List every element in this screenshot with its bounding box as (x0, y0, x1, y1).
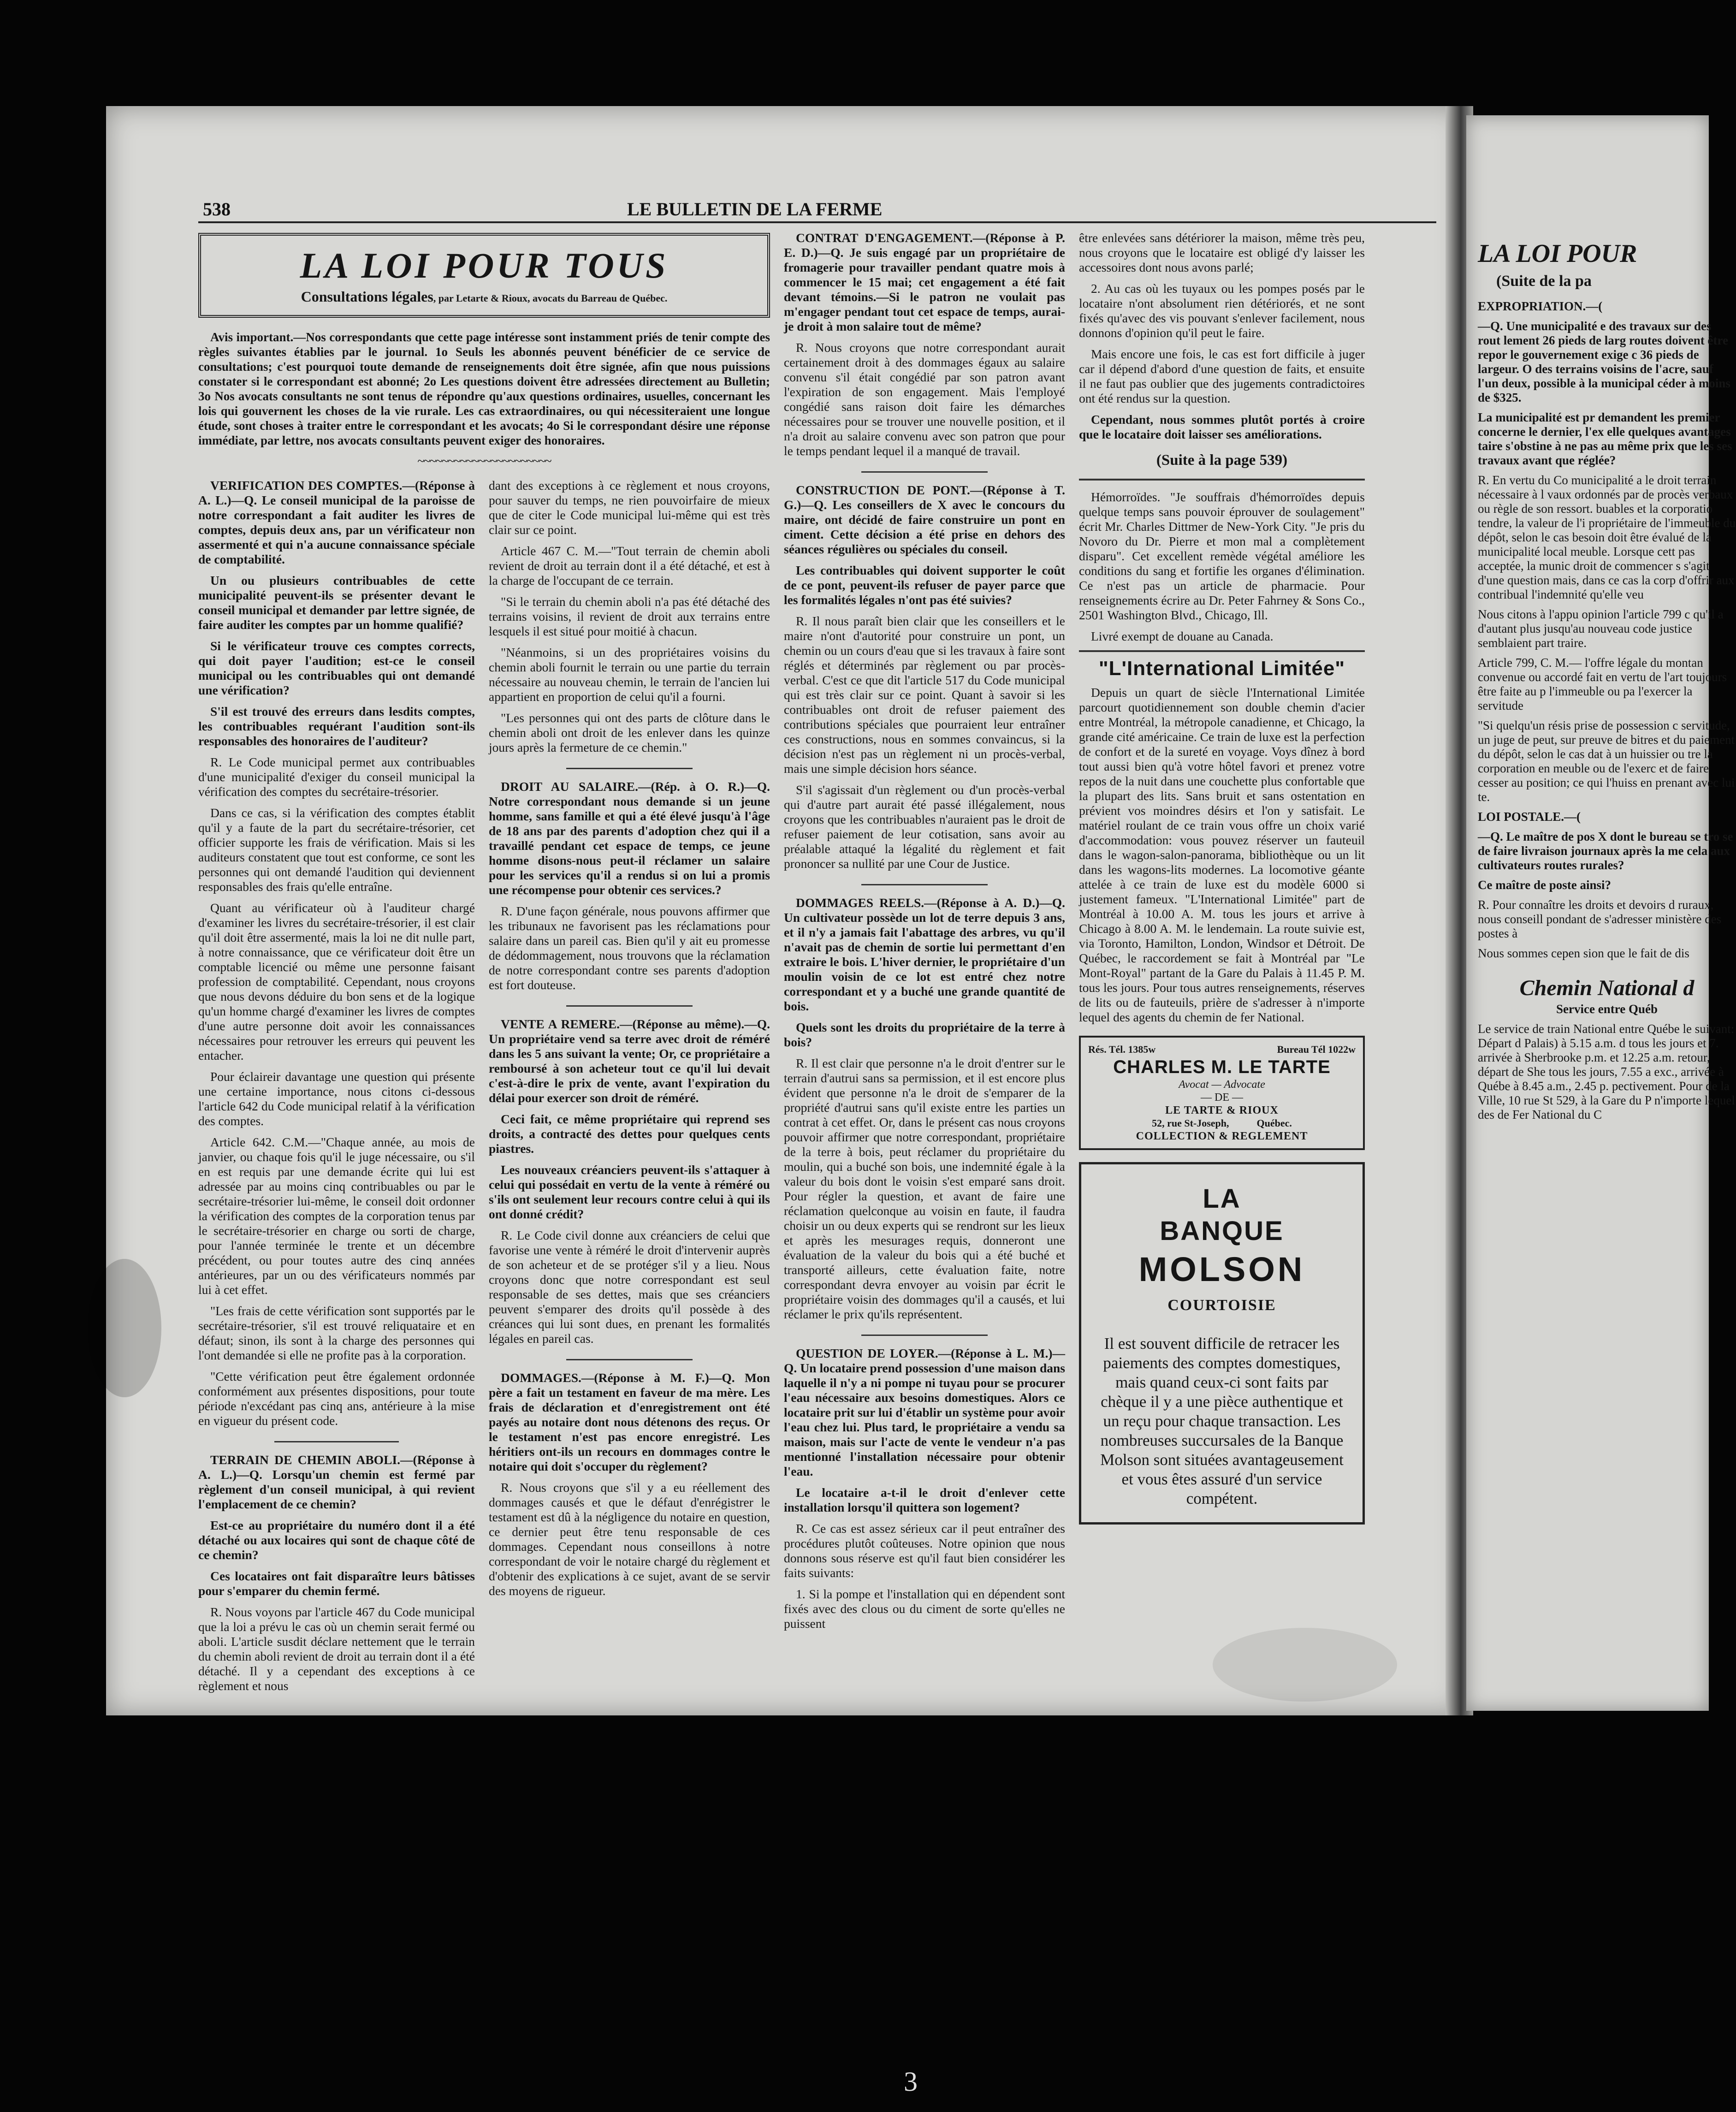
divider (861, 884, 988, 885)
article-paragraph: Article 799, C. M.— l'offre légale du montan convenue ou accordé fait en vertu de l'art toujours être faite au p l'immeuble ou pa l'exercer la servitude (1478, 656, 1727, 712)
card-name: CHARLES M. LE TARTE (1113, 1057, 1331, 1077)
section-title: LA LOI POUR TOUS (300, 245, 669, 285)
ornament-divider: ~~~~~~~~~~~~~~~~~~~~~~ (417, 454, 551, 469)
article-paragraph: R. Il nous paraît bien clair que les conseillers et le maire n'ont d'autorité pour construire un pont, un chemin ou un cours d'eau que si les travaux à faire sont réglés et déterminés par règlement ou par procès-verbal. C'est ce que dit l'article 517 du Code municipal qui est très clair sur ce point. Quant à savoir si les contribuables ont droit de refuser paiement des contributions spéciales que pourraient leur entraîner ces constructions, nous en sommes convaincus, si la décision n'est pas un règlement ni un procès-verbal, mais une simple décision hors séance. (784, 614, 1065, 776)
article-paragraph: Quels sont les droits du propriétaire de la terre à bois? (784, 1020, 1065, 1049)
header-rule (198, 221, 1436, 223)
divider (566, 1359, 693, 1360)
article-paragraph: Dans ce cas, si la vérification des comptes établit qu'il y a faute de la part du secrétaire-trésorier, cet officier supporte les frais de vérification. Mais si les auditeurs constatent que tout est conforme, ce sont les personnes qui ont demandé l'audition qui deviennent responsables des frais qu'elle entraîne. (198, 806, 475, 894)
column-2 (489, 478, 770, 1700)
section-subtitle: Consultations légales, par Letarte & Rioux, avocats du Barreau de Québec. (301, 288, 668, 305)
article-paragraph: Ces locataires ont fait disparaître leurs bâtisses pour s'emparer du chemin fermé. (198, 1569, 475, 1598)
article-paragraph: VERIFICATION DES COMPTES.—(Réponse à A. L.)—Q. Le conseil municipal de la paroisse de notre correspondant a fait auditer les livres de comptes, depuis deux ans, par un vérificateur non assermenté et qui n'a aucune connaissance spéciale de comptabilité. (198, 478, 475, 566)
article-paragraph: Pour éclaireir davantage une question qui présente une certaine importance, nous citons ci-dessous l'article 642 du Code municipal relatif à la vérification des comptes. (198, 1069, 475, 1128)
article-paragraph: —Q. Une municipalité e des travaux sur des rout lement 26 pieds de larg routes doivent être repor le gouvernement exige c 36 pieds de largeur. O des terrains voisins de l'acre, sauf l'un deux, possible à la municipal céder à moins de $325. (1478, 319, 1730, 404)
paper-stain (88, 1259, 161, 1397)
article-paragraph: R. En vertu du Co municipalité a le droit terrain nécessaire à l vaux ordonnés par de procès verbaux ou règle de son ressort. buables et la corporatio tendre, la valeur de l'i propriétaire de l'immeuble du dépôt, selon le cas besoin doit être évalué de la municipalité local meuble. Lorsque cett pas acceptée, la munic droit de commencer s s'agit d'une question mais, dans ce cas la corp d'offrir aux contribual l'indemnité qu'elle veu (1478, 473, 1736, 601)
section-title-box (198, 233, 770, 318)
article-paragraph: La municipalité est pr demandent les premier concerne le dernier, l'ex elle quelques avantages taire s'obstine à ne pas au même prix que les ses travaux avant que réglée? (1478, 410, 1732, 467)
divider (861, 1335, 988, 1336)
article-paragraph: Les contribuables qui doivent supporter le coût de ce pont, peuvent-ils refuser de payer parce que les formalités légales n'ont pas été suivies? (784, 563, 1065, 607)
article-paragraph: CONTRAT D'ENGAGEMENT.—(Réponse à P. E. D.)—Q. Je suis engagé par un propriétaire de fromagerie pour travailler pendant quatre mois à commencer le 15 mai; cet engagement a été fait devant témoins.—Si le patron ne voulait pas m'engager pendant tout cet espace de temps, aurai-je droit à mon salaire tout de même? (784, 231, 1065, 333)
article-paragraph: Le locataire a-t-il le droit d'enlever cette installation lorsqu'il quittera son logement? (784, 1485, 1065, 1514)
article-paragraph: R. Nous croyons que s'il y a eu réellement des dommages causés et que le défaut d'enrégistrer le testament est dû à la négligence du notaire en question, ce dernier peut être tenu responsable de ces dommages. Cependant nous conseillons à notre correspondant de voir le notaire chargé du règlement et d'obtenir des explications à ce sujet, avant de se servir des moyens de rigueur. (489, 1480, 770, 1598)
article-paragraph: R. Le Code civil donne aux créanciers de celui que favorise une vente à réméré le droit d'intervenir auprès de son acheteur et de se protéger s'il y a lieu. Nous croyons donc que notre correspondant est seul responsable de ses dettes, mais que ses créanciers peuvent s'emparer des droits qu'il possède à des créances qui lui sont dues, en prenant les formalités légales en pareil cas. (489, 1228, 770, 1346)
railway-ad-title: Chemin National d (1519, 976, 1695, 1000)
article-paragraph: 2. Au cas où les tuyaux ou les pompes posés par le locataire n'ont absolument rien détériorés, et ne sont fixés qu'avec des vis pouvant s'enlever facilement, nous donnons d'opinion qu'il peut le faire. (1079, 281, 1365, 340)
card-address: 52, rue St-Joseph, (1152, 1117, 1229, 1129)
divider (1079, 479, 1365, 481)
article-paragraph: R. Nous voyons par l'article 467 du Code municipal que la loi a prévu le cas où un chemin serait fermé ou aboli. L'article susdit déclare nettement que le terrain du chemin aboli revient de droit au terrain dont il a été détaché. Il y a cependant des exceptions à ce règlement et nous (198, 1605, 475, 1693)
publication-title: LE BULLETIN DE LA FERME (627, 199, 883, 220)
bank-name: MOLSON (1138, 1250, 1305, 1288)
ad-paragraph: Livré exempt de douane au Canada. (1091, 629, 1274, 643)
bank-text: Il est souvent difficile de retracer les paiements des comptes domestiques, mais quand ceux-ci sont faits par chèque il y a une pièce authentique et un reçu pour chaque transaction. Les nombreuses succursales de la Banque Molson sont situées avantageusement et vous êtes assuré d'un service compétent. (1100, 1335, 1344, 1507)
card-address-row (1088, 1117, 1356, 1130)
page-mark: 3 (904, 2066, 918, 2097)
bank-banque: BANQUE (1160, 1216, 1284, 1246)
card-firm: LE TARTE & RIOUX (1165, 1104, 1279, 1116)
article-paragraph: EXPROPRIATION.—( (1478, 299, 1603, 313)
article-paragraph: Le service de train National entre Québe le suivant: Départ d Palais) à 5.15 a.m. d tous les jours et 7. arrivée à Sherbrooke p.m. et 12.25 a.m. retour, départ de She tous les jours, 7.55 a exc., arrivée à Québe à 8.45 a.m., 2.45 p. pectivement. Pour de la Ville, 10 rue St 529, à la Gare du P n'importe lequel des de Fer National du C (1478, 1022, 1735, 1121)
subtitle-byline: , par Letarte & Rioux, avocats du Barreau de Québec. (433, 292, 668, 304)
divider (274, 1441, 399, 1442)
railway-service: Service entre Québ (1556, 1002, 1658, 1016)
article-paragraph: "Les personnes qui ont des parts de clôture dans le chemin aboli ont droit de les enlever dans les quinze jours après la fermeture de ce chemin." (489, 711, 770, 754)
paper-stain (1213, 1628, 1397, 1702)
article-paragraph: "Les frais de cette vérification sont supportés par le secrétaire-trésorier, s'il est trouvé reliquataire et en défaut; sinon, ils sont à la charge des personnes qui l'ont demandée si elle ne profite pas à la corporation. (198, 1304, 475, 1362)
article-paragraph: Quant au vérificateur où à l'auditeur chargé d'examiner les livres du secrétaire-trésorier, il est clair qu'il doit être assermenté, mais la loi ne dit nulle part, à notre connaissance, que ce vérificateur doit être un comptable licencié ou même une personne faisant profession de comptabilité. Cependant, nous croyons que nous devons déduire du bon sens et de la logique qu'un homme chargé d'examiner les livres de comptes d'une autre personne doit avoir les connaissances nécessaires pour retrouver les erreurs qui peuvent les entacher. (198, 901, 475, 1062)
phone-residence: Rés. Tél. 1385w (1088, 1044, 1156, 1055)
article-paragraph: R. Il est clair que personne n'a le droit d'entrer sur le terrain d'autrui sans sa permission, et il est encore plus évident que personne n'a le droit de s'emparer de la propriété d'autrui sans qu'il existe entre les parties un contrat à cet effet. Or, dans le présent cas nous croyons pouvoir affirmer que notre correspondant, propriétaire de la terre à bois, peut réclamer du propriétaire du moulin, qui a buché son bois, une indemnité égale à la valeur du bois dont le voisin s'est emparé sans droit. Pour régler la question, et avant de faire une réclamation quelconque au voisin en faute, il faudra choisir un ou deux experts qui se rendront sur les lieux et après les mesurages requis, donneront une évaluation de la valeur du bois qui a été buché et transporté ailleurs, cette évaluation faite, notre correspondant devra envoyer au voisin par écrit le propriétaire voisin des dommages qu'il a causés, et lui réclamer le prix qu'ils représentent. (784, 1056, 1065, 1321)
article-paragraph: être enlevées sans détériorer la maison, même très peu, nous croyons que le locataire est obligé d'y laisser les accessoires dont nous avons parlé; (1079, 231, 1365, 274)
important-notice: Avis important.—Nos correspondants que cette page intéresse sont instamment priés de tenir compte des règles suivantes établies par le journal. 1o Seuls les abonnés peuvent bénéficier de ce service de consultations; c'est pourquoi toute demande de renseignements doit être signée, afin que nous puissions constater si le correspondant est abonné; 2o Les questions doivent être adressées directement au Bulletin; 3o Nos avocats consultants ne sont tenus de répondre qu'aux questions ordinaires, usuelles, concernant les lois qui gouvernent les choses de la vie rurale. Les cas extraordinaires, ou qui nécessiteraient une longue étude, sont choses à traiter entre le correspondant et les avocats; 4o Si le correspondant désire une réponse immédiate, par lettre, nos avocats consultants peuvent exiger des honoraires. (198, 330, 770, 447)
article-paragraph: Un ou plusieurs contribuables de cette municipalité peuvent-ils se présenter devant le conseil municipal et demander par lettre signée, de faire auditer les comptes par un homme qualifié? (198, 573, 475, 632)
column-1-body (198, 478, 770, 1700)
divider (1079, 650, 1365, 652)
card-collection: COLLECTION & REGLEMENT (1136, 1130, 1308, 1142)
card-role: Avocat — Advocate (1179, 1079, 1265, 1091)
article-paragraph: Nous citons à l'appu opinion l'article 799 c qu'il a d'autant plus jusqu'au nouveau code justice semblaient part traire. (1478, 607, 1724, 650)
article-paragraph: Cependant, nous sommes plutôt portés à croire que le locataire doit laisser ses améliorations. (1079, 412, 1365, 441)
article-paragraph: Si le vérificateur trouve ces comptes corrects, qui doit payer l'audition; est-ce le conseil municipal ou les contribuables qui ont demandé une vérification? (198, 639, 475, 697)
article-paragraph: VENTE A REMERE.—(Réponse au même).—Q. Un propriétaire vend sa terre avec droit de réméré dans les 5 ans suivant la vente; Or, ce propriétaire a remboursé à son acheteur tout ce qu'il lui devait c'est-à-dire le prix de vente, avant l'expiration du délai pour exercer son droit de réméré. (489, 1017, 770, 1105)
article-paragraph: Les nouveaux créanciers peuvent-ils s'attaquer à celui qui possédait en vertu de la vente à réméré ou s'ils ont seulement leur recours contre celui à qui ils ont donné crédit? (489, 1163, 770, 1221)
bank-tagline: COURTOISIE (1167, 1297, 1276, 1314)
article-paragraph: TERRAIN DE CHEMIN ABOLI.—(Réponse à A. L.)—Q. Lorsqu'un chemin est fermé par règlement d'un conseil municipal, à qui revient l'emplacement de ce chemin? (198, 1453, 475, 1511)
business-card-ad (1079, 1036, 1365, 1150)
next-page-column (1478, 240, 1736, 1127)
article-paragraph: R. Le Code municipal permet aux contribuables d'une municipalité d'exiger du conseil municipal la vérification des comptes du secrétaire-trésorier. (198, 755, 475, 799)
card-city: Québec. (1256, 1117, 1292, 1129)
bank-ad (1079, 1162, 1365, 1525)
article-paragraph: CONSTRUCTION DE PONT.—(Réponse à T. G.)—Q. Les conseillers de X avec le concours du maire, ont décidé de faire construire un pont en ciment. Cette décision a été prise en dehors des séances régulières ou spéciales du conseil. (784, 483, 1065, 556)
article-paragraph: "Néanmoins, si un des propriétaires voisins du chemin aboli fournit le terrain ou une partie du terrain nécessaire au nouveau chemin, le terrain de l'ancien lui appartient en proportion de celui qu'il a fourni. (489, 645, 770, 704)
article-paragraph: "Si quelqu'un résis prise de possession c servitude, un juge de peut, sur preuve de bitres et du paiement du dépôt, selon le cas dat à un huissier ou tre la corporation en meuble ou de l'exerc et de faire cesser au position; ce qui l'huiss en prenant avec lui te. (1478, 718, 1735, 804)
article-paragraph: Est-ce au propriétaire du numéro dont il a été détaché ou aux locaires qui sont de chaque côté de ce chemin? (198, 1518, 475, 1562)
article-paragraph: R. Nous croyons que notre correspondant aurait certainement droit à des dommages égaux au salaire convenu s'il était congédié par son patron avant l'expiration de son engagement. Mais l'employé congédié sans raison doit faire les démarches nécessaires pour se trouver une nouvelle position, et il n'a droit au salaire convenu avec son patron que pour le temps pendant lequel il a manqué de travail. (784, 340, 1065, 458)
article-paragraph: Ce maître de poste ainsi? (1478, 878, 1611, 892)
article-paragraph: —Q. Le maître de pos X dont le bureau se tro se de faire livraison journaux après la me cela aux cultivateurs routes rurales? (1478, 830, 1733, 872)
article-paragraph: Mais encore une fois, le cas est fort difficile à juger car il dépend d'abord d'une question de faits, et ensuite il ne faut pas oublier que des jugements contradictoires ont été rendus sur la question. (1079, 347, 1365, 405)
article-paragraph: S'il est trouvé des erreurs dans lesdits comptes, les contribuables requérant l'audition sont-ils responsables des honoraires de l'auditeur? (198, 704, 475, 748)
card-de: — DE — (1201, 1092, 1243, 1103)
next-page (1466, 115, 1736, 1711)
article-paragraph: R. Ce cas est assez sérieux car il peut entraîner des procédures plutôt coûteuses. Notre opinion que nous donnons sous réserve est qu'il faut bien considérer les faits suivants: (784, 1521, 1065, 1580)
article-paragraph: QUESTION DE LOYER.—(Réponse à L. M.)—Q. Un locataire prend possession d'une maison dans laquelle il n'y a ni pompe ni tuyau pour se procurer l'eau nécessaire aux besoins domestiques. Alors ce locataire prit sur lui d'établir un système pour avoir l'eau chez lui. Plus tard, le propriétaire a vendu sa maison, mais sur l'acte de vente le vendeur n'a pas mentionné l'installation nécessaire pour obtenir l'eau. (784, 1346, 1065, 1478)
divider (566, 768, 693, 769)
article-paragraph: R. D'une façon générale, nous pouvons affirmer que les tribunaux ne favorisent pas les réclamations pour salaire dans un pareil cas. Bien qu'il y ait eu promesse de dédommagement, nous trouvons que la réclamation de notre correspondant contre ses parents d'adoption est fort douteuse. (489, 904, 770, 992)
newspaper-page (106, 106, 1464, 1715)
card-phones (1088, 1043, 1356, 1056)
column-3 (784, 231, 1065, 1637)
article-paragraph: Article 642. C.M.—"Chaque année, au mois de janvier, ou chaque fois qu'il le juge nécessaire, ou s'il en est requis par une demande écrite qui lui est adressée par au moins cinq contribuables ou par le secrétaire-trésorier lui-même, le conseil doit ordonner la vérification des comptes de la corporation tenus par le secrétaire-trésorier en charge ou sorti de charge, pour l'année terminée le trente et un décembre précédent, ou pour toutes autre des cinq années antérieures, par un ou des vérificateurs nommés par lui à cet effet. (198, 1135, 475, 1297)
ad-title: "L'International Limitée" (1098, 657, 1345, 680)
next-page-title: LA LOI POUR (1478, 239, 1637, 268)
article-paragraph: "Cette vérification peut être également ordonnée conformément aux présentes dispositions, pour toute période n'excédant pas cinq ans, antérieure à la mise en vigueur du présent code. (198, 1369, 475, 1428)
column-4 (1079, 231, 1365, 1525)
article-paragraph: Ceci fait, ce même propriétaire qui reprend ses droits, a contracté des dettes pour quelques cents piastres. (489, 1112, 770, 1156)
page-number: 538 (203, 199, 231, 220)
article-paragraph: 1. Si la pompe et l'installation qui en dépendent sont fixés avec des clous ou du ciment de sorte qu'elles ne puissent (784, 1587, 1065, 1631)
bank-la: LA (1203, 1184, 1241, 1214)
next-page-subtitle: (Suite de la pa (1496, 273, 1592, 290)
column-1a (198, 478, 475, 1700)
article-paragraph: DOMMAGES REELS.—(Réponse à A. D.)—Q. Un cultivateur possède un lot de terre depuis 3 ans, et il n'y a jamais fait l'abattage des arbres, vu qu'il n'avait pas de chemin de sortie lui permettant d'en extraire le bois. L'hiver dernier, le propriétaire d'un moulin voisin de ce lot est entré chez notre correspondant et y a buché une grande quantité de bois. (784, 896, 1065, 1013)
phone-office: Bureau Tél 1022w (1277, 1044, 1356, 1055)
article-paragraph: LOI POSTALE.—( (1478, 810, 1581, 824)
article-paragraph: R. Pour connaître les droits et devoirs d ruraux, nous conseill pondant de s'adresser ministère des postes à (1478, 898, 1722, 940)
article-paragraph: "Si le terrain du chemin aboli n'a pas été détaché des terrains voisins, il revient de droit aux terrains entre lesquels il est situé pour moitié à chacun. (489, 594, 770, 638)
article-paragraph: Nous sommes cepen sion que le fait de dis (1478, 946, 1689, 960)
article-paragraph: Article 467 C. M.—"Tout terrain de chemin aboli revient de droit au terrain dont il a été détaché, et est à la charge de l'occupant de ce terrain. (489, 544, 770, 587)
article-paragraph: DROIT AU SALAIRE.—(Rép. à O. R.)—Q. Notre correspondant nous demande si un jeune homme, sans famille et qui a été élevé jusqu'à l'âge de 18 ans par des parents d'adoption chez qui il a travaillé pendant cet espace de temps, ce jeune homme disons-nous peut-il réclamer un salaire pour les services qu'il a rendus si on lui a promis une récompense pour obtenir ces services.? (489, 779, 770, 897)
divider (861, 471, 988, 473)
column-1 (198, 233, 770, 1700)
article-paragraph: dant des exceptions à ce règlement et nous croyons, pour sauver du temps, ne rien pouvoirfaire de mieux que de citer le Code municipal lui-même qui est très clair sur ce point. (489, 478, 770, 537)
ad-paragraph: Depuis un quart de siècle l'International Limitée parcourt quotidiennement son double chemin d'acier entre Montréal, la métropole canadienne, et Chicago, la grande cité américaine. Ce train de luxe est la perfection de confort et de la sureté en voyage. Voys dînez à bord tout aussi bien qu'à votre hôtel favori et prenez votre repos de la nuit dans une couchette plus confortable que la plupart des lits. Sans bruit et sans ostentation en prévient vos moindres désirs et l'on y satisfait. Le matériel roulant de ce train vous offre un choix varié d'accommodation: vous pouvez réserver un fauteuil dans le wagon-salon-panorama, bibliothèque ou un lit dans les wagons-lits modernes. La locomotive géante attelée à ce train de luxe est du modèle 6000 si justement fameux. "L'International Limitée" part de Montréal à 10.00 A. M. tous les jours et arrive à Chicago à 8.00 A. M. le lendemain. La route suivie est, via Toronto, Hamilton, London, Windsor et Détroit. De Québec, le raccordement se fait à Montréal par "Le Mont-Royal" partant de la Gare du Palais à 11.45 P. M. tous les jours. Pour tous autres renseignements, réserves de lits ou de fauteuils, prière de s'adresser à n'importe lequel des agents du chemin de fer National. (1079, 685, 1365, 1024)
article-paragraph: S'il s'agissait d'un règlement ou d'un procès-verbal qui d'autre part aurait été passé illégalement, nous croyons que les contribuables n'auraient pas le droit de refuser paiement de leur cotisation, sans avoir au préalable attaqué la légalité du règlement et fait prononcer sa nullité par une Cour de Justice. (784, 783, 1065, 871)
continued-notice: (Suite à la page 539) (1156, 452, 1288, 469)
divider (566, 1005, 693, 1007)
ad-paragraph: Hémorroïdes. "Je souffrais d'hémorroïdes depuis quelque temps sans pouvoir éprouver de soulagement" écrit Mr. Charles Dittmer de New-York City. "Je pris du Novoro du Dr. Pierre et mon mal a complètement disparu". Cet excellent remède végétal améliore les conditions du sang et fortifie les organes d'élimination. Ce n'est pas un article de pharmacie. Pour renseignements écrire au Dr. Peter Fahrney & Sons Co., 2501 Washington Blvd., Chicago, Ill. (1079, 490, 1365, 622)
article-paragraph: DOMMAGES.—(Réponse à M. F.)—Q. Mon père a fait un testament en faveur de ma mère. Les frais de déclaration et d'enregistrement ont été payés au notaire dont nous détenons des reçus. Or le testament n'est pas encore enregistré. Les héritiers ont-ils un recours en dommages contre le notaire qui doit s'occuper du règlement? (489, 1370, 770, 1473)
